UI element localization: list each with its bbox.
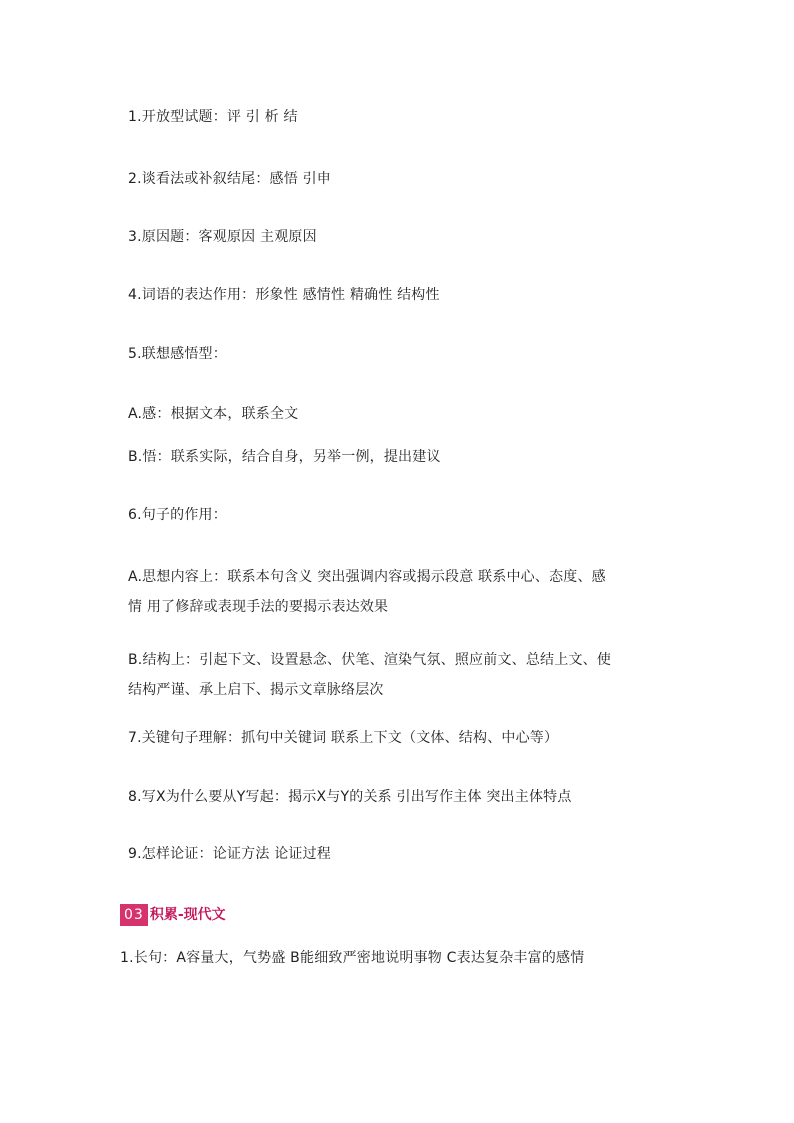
item-6b-structure-line-2: 结构严谨、承上启下、揭示文章脉络层次 [128, 682, 384, 698]
section-heading [120, 903, 226, 927]
item-6a-content-line-1: A.思想内容上：联系本句含义 突出强调内容或揭示段意 联系中心、态度、感 [128, 569, 606, 585]
item-6-sentence-function: 6.句子的作用： [128, 507, 227, 523]
item-7-key-sentence: 7.关键句子理解：抓句中关键词 联系上下文（文体、结构、中心等） [128, 730, 559, 746]
item-9-argumentation: 9.怎样论证：论证方法 论证过程 [128, 846, 332, 862]
section-number-badge: 03 [120, 904, 148, 926]
item-1-open-question: 1.开放型试题：评 引 析 结 [128, 109, 298, 125]
item-5b-insight: B.悟：联系实际，结合自身，另举一例，提出建议 [128, 449, 441, 465]
item-6b-structure-line-1: B.结构上：引起下文、设置悬念、伏笔、渲染气氛、照应前文、总结上文、使 [128, 652, 612, 668]
item-5a-feeling: A.感：根据文本，联系全文 [128, 406, 299, 422]
item-4-word-expression: 4.词语的表达作用：形象性 感情性 精确性 结构性 [128, 287, 440, 303]
item-long-sentence: 1.长句：A容量大，气势盛 B能细致严密地说明事物 C表达复杂丰富的感情 [120, 950, 585, 966]
item-8-why-start: 8.写X为什么要从Y写起：揭示X与Y的关系 引出写作主体 突出主体特点 [128, 789, 572, 805]
item-6a-content-line-2: 情 用了修辞或表现手法的要揭示表达效果 [128, 599, 389, 615]
item-5-association-insight: 5.联想感悟型： [128, 346, 227, 362]
item-2-opinion-ending: 2.谈看法或补叙结尾：感悟 引申 [128, 171, 332, 187]
item-3-cause-question: 3.原因题：客观原因 主观原因 [128, 229, 317, 245]
section-title: 积累-现代文 [149, 907, 226, 923]
